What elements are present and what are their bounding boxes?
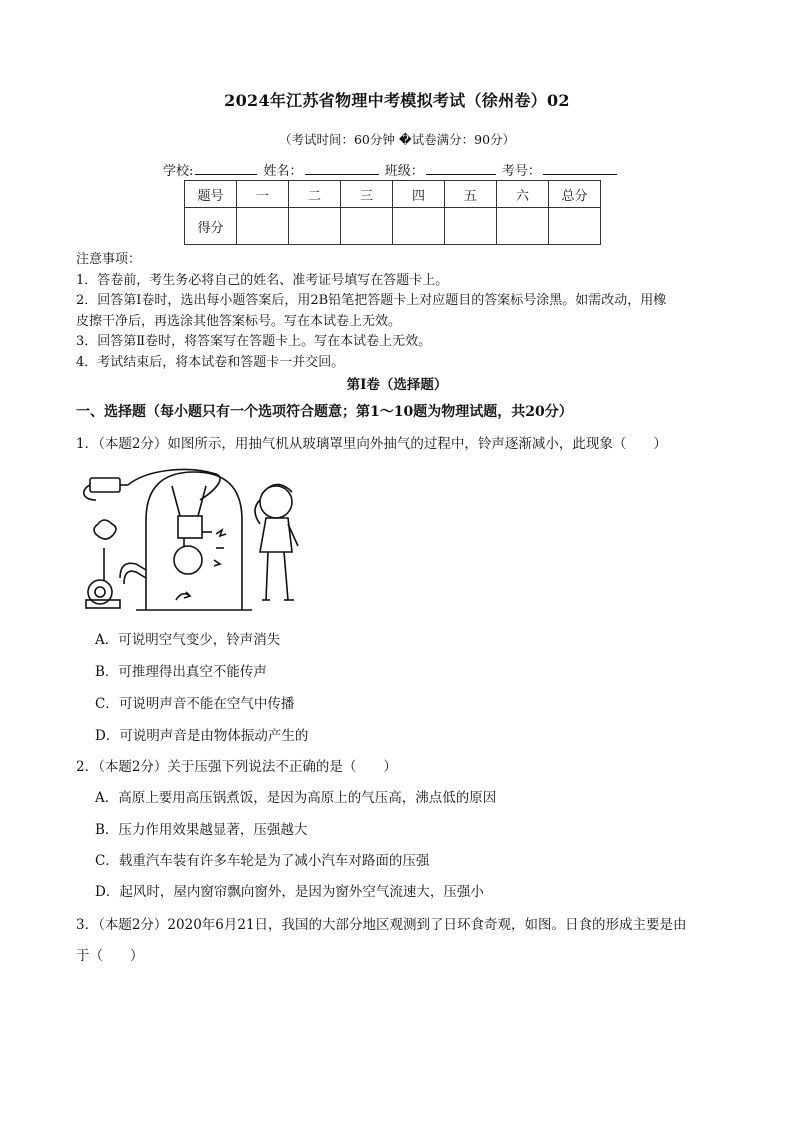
bell-jar-figure (76, 460, 316, 620)
name-label: 姓名： (263, 164, 303, 179)
question-1-option: D．可说明声音是由物体振动产生的 (95, 728, 309, 744)
question-2-option: B．压力作用效果越显著，压强越大 (95, 822, 308, 838)
score-table-header: 总分 (549, 181, 601, 208)
notes-block (76, 250, 716, 373)
score-table-header: 题号 (185, 181, 237, 208)
score-table-header: 五 (445, 181, 497, 208)
score-cell[interactable] (549, 208, 601, 245)
electric-bell (178, 516, 202, 538)
school-label: 学校: (163, 164, 194, 179)
question-2-stem: 2．（本题2分）关于压强下列说法不正确的是（ ） (76, 759, 397, 775)
notes-heading: 注意事项： (76, 252, 142, 267)
score-table (184, 180, 601, 245)
question-2-option: A．高原上要用高压锅煮饭，是因为高原上的气压高，沸点低的原因 (95, 790, 497, 806)
student-info-row (163, 160, 633, 179)
exam-title: 2024年江苏省物理中考模拟考试（徐州卷）02 (224, 91, 570, 110)
score-cell[interactable] (341, 208, 393, 245)
note-item: 1．答卷前，考生务必将自己的姓名、准考证号填写在答题卡上。 (76, 272, 449, 288)
note-item: 皮擦干净后，再选涂其他答案标号。写在本试卷上无效。 (76, 313, 402, 329)
question-3-stem (76, 910, 716, 972)
score-cell[interactable] (393, 208, 445, 245)
score-table-header-row (185, 181, 601, 208)
id-blank[interactable] (543, 161, 617, 175)
score-table-header: 一 (237, 181, 289, 208)
score-cell[interactable] (445, 208, 497, 245)
score-table-header: 六 (497, 181, 549, 208)
class-label: 班级： (384, 164, 424, 179)
question-1-option: B．可推理得出真空不能传声 (95, 664, 267, 680)
question-1-option: C．可说明声音不能在空气中传播 (95, 696, 295, 712)
id-label: 考号： (501, 164, 541, 179)
note-item: 4．考试结束后，将本试卷和答题卡一并交回。 (76, 354, 345, 370)
score-cell[interactable] (237, 208, 289, 245)
note-item: 3．回答第Ⅱ卷时，将答案写在答题卡上。写在本试卷上无效。 (76, 334, 432, 349)
bell-jar (146, 472, 242, 610)
score-table-header: 四 (393, 181, 445, 208)
note-item: 2．回答第Ⅰ卷时，选出每小题答案后，用2B铅笔把答题卡上对应题目的答案标号涂黑。如需改动，用橡 (76, 293, 667, 308)
score-table-score-row (185, 208, 601, 245)
question-1-option: A．可说明空气变少，铃声消失 (95, 632, 281, 648)
score-row-label: 得分 (185, 208, 237, 245)
exam-subtitle: （考试时间：60分钟 �试卷满分：90分） (278, 132, 516, 147)
question-1-stem: 1．（本题2分）如图所示，用抽气机从玻璃罩里向外抽气的过程中，铃声逐渐减小，此现象（ ） (76, 436, 667, 452)
score-cell[interactable] (289, 208, 341, 245)
score-table-header: 三 (341, 181, 393, 208)
question-2-option: C．载重汽车装有许多车轮是为了减小汽车对路面的压强 (95, 853, 430, 869)
school-blank[interactable] (195, 161, 257, 175)
question-2-option: D．起风时，屋内窗帘飘向窗外，是因为窗外空气流速大，压强小 (95, 884, 484, 900)
question-3-line-2: 于（ ） (76, 948, 144, 964)
name-blank[interactable] (305, 161, 379, 175)
score-table-header: 二 (289, 181, 341, 208)
score-cell[interactable] (497, 208, 549, 245)
question-3-line-1: 3．（本题2分）2020年6月21日，我国的大部分地区观测到了日环食奇观，如图。日食的形成主要是由 (76, 917, 687, 933)
power-box (90, 478, 120, 492)
class-blank[interactable] (426, 161, 496, 175)
section-heading: 一、选择题（每小题只有一个选项符合题意；第1～10题为物理试题，共20分） (76, 404, 573, 420)
part-heading: 第Ⅰ卷（选择题） (346, 377, 448, 393)
